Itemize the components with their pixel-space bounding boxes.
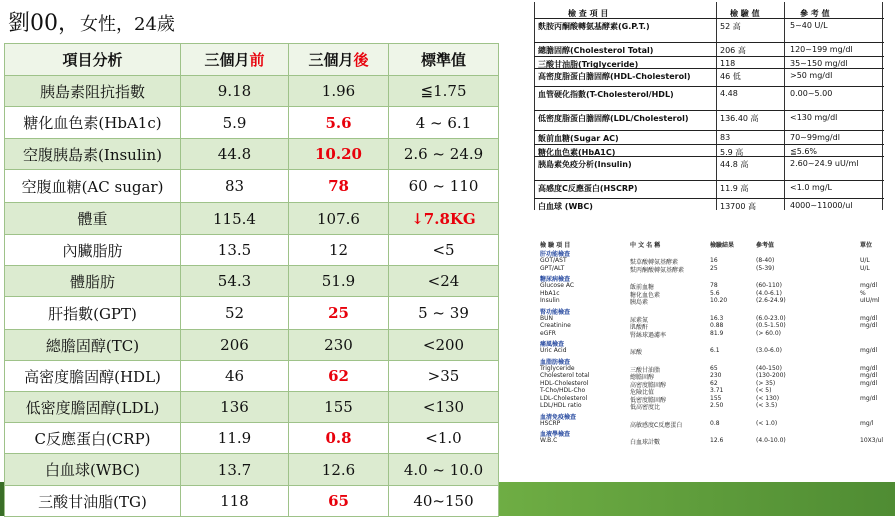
report1-ref: ≦5.6% <box>790 147 818 156</box>
header-before: 三個月前 <box>181 44 289 76</box>
report1-ref: 70~99mg/dl <box>790 133 840 142</box>
row-standard: <130 <box>389 392 499 423</box>
report2-cell: 3.71 <box>710 387 724 394</box>
report1-item: 飯前血糖(Sugar AC) <box>538 134 619 143</box>
report1-ref: 35~150 mg/dl <box>790 59 848 68</box>
report1-item: 麩胺丙酮酸轉氨基酵素(G.P.T.) <box>538 22 650 31</box>
report2-cell: mg/dl <box>860 347 878 354</box>
report2-cell: U/L <box>860 264 870 272</box>
row-standard: 4 ~ 6.1 <box>389 107 499 139</box>
report2-section-title: 血清免疫檢查 <box>540 413 577 421</box>
report2-cell: (< 5) <box>756 387 772 394</box>
report2-cell: 25 <box>710 264 718 272</box>
report1-divider <box>882 2 883 210</box>
row-after: 51.9 <box>289 266 389 297</box>
report2-cell: 6.1 <box>710 347 720 354</box>
report1-value: 206 高 <box>720 46 746 55</box>
report1-row-line <box>534 180 884 181</box>
report2-cell: 低密度膽固醇 <box>630 396 667 404</box>
report2-cell: 飯前血糖 <box>630 284 655 291</box>
report2-cell: (< 3.5) <box>756 402 778 409</box>
row-after: 1.96 <box>289 76 389 107</box>
report1-value: 46 低 <box>720 72 741 81</box>
report2-cell: (4.0-10.0) <box>756 437 786 444</box>
report2-cell: 尿酸 <box>630 349 643 356</box>
row-item: 空腹胰島素(Insulin) <box>5 139 181 170</box>
report2-cell: mg/dl <box>860 314 878 322</box>
report2-cell: 2.50 <box>710 402 724 409</box>
report2-cell: 麩草酸轉氨基酵素 <box>630 259 679 266</box>
row-item: 體重 <box>5 203 181 235</box>
table-row <box>5 139 499 170</box>
row-item: 胰島素阻抗指數 <box>5 76 181 107</box>
patient-header <box>8 6 175 37</box>
row-standard: >35 <box>389 361 499 392</box>
report2-cell: mg/dl <box>860 372 878 379</box>
report2-cell: 10X3/ul <box>860 437 884 444</box>
report2-section-title: 血液學檢查 <box>540 431 571 438</box>
report2-cell: (5-39) <box>756 264 775 272</box>
table-row <box>5 266 499 297</box>
report2-cell: mg/dl <box>860 322 878 329</box>
row-after: 10.20 <box>289 139 389 170</box>
lab-report-after <box>510 236 892 480</box>
report2-cell: 62 <box>710 379 718 387</box>
row-standard: <5 <box>389 235 499 266</box>
report2-cell: 胰島素 <box>630 299 649 306</box>
report2-cell: HbA1c <box>540 289 560 297</box>
report2-section-title: 肝功能檢查 <box>540 251 571 258</box>
patient-gender: 女性 <box>80 14 117 35</box>
report1-ref: 2.60~24.9 uU/ml <box>790 159 859 168</box>
report2-cell: 78 <box>710 282 718 289</box>
report1-item: 糖化血色素(HbA1C) <box>538 148 616 157</box>
report1-item: 三酸甘油脂(Triglyceride) <box>538 60 639 69</box>
report2-cell: 白血球計數 <box>630 439 661 446</box>
report1-ref: 5~40 U/L <box>790 21 828 30</box>
header-after: 三個月後 <box>289 44 389 76</box>
row-before: 13.7 <box>181 454 289 486</box>
row-before: 118 <box>181 486 289 517</box>
row-item: 低密度膽固醇(LDL) <box>5 392 181 423</box>
comparison-table <box>4 43 499 517</box>
report1-row-line <box>534 110 884 111</box>
lab-report-before <box>508 2 890 210</box>
report2-cell: (< 130) <box>756 394 780 402</box>
row-before: 9.18 <box>181 76 289 107</box>
row-standard: ≦1.75 <box>389 76 499 107</box>
row-standard: 4.0 ~ 10.0 <box>389 454 499 486</box>
report1-item: 低密度脂蛋白膽固醇(LDL/Cholesterol) <box>538 114 689 123</box>
report1-ref: 120~199 mg/dl <box>790 45 853 54</box>
report1-value: 13700 高 <box>720 202 756 211</box>
row-after: 12.6 <box>289 454 389 486</box>
row-before: 83 <box>181 170 289 203</box>
row-before: 46 <box>181 361 289 392</box>
report2-cell: 肌酸酐 <box>630 324 649 331</box>
report2-header-cell: 單位 <box>860 242 873 249</box>
report1-item: 總膽固醇(Cholesterol Total) <box>538 46 654 55</box>
report2-cell: Triglyceride <box>540 364 575 372</box>
report2-cell: BUN <box>540 314 553 322</box>
report2-cell: (40-150) <box>756 364 782 372</box>
row-after: 155 <box>289 392 389 423</box>
header-item: 項目分析 <box>5 44 181 76</box>
report1-item: 高感度C反應蛋白(HSCRP) <box>538 184 638 193</box>
patient-sep: ， <box>58 11 81 36</box>
row-item: 三酸甘油脂(TG) <box>5 486 181 517</box>
report1-value: 5.9 高 <box>720 148 744 157</box>
report2-cell: eGFR <box>540 329 556 337</box>
report1-item: 血管硬化指數(T-Cholesterol/HDL) <box>538 90 674 99</box>
report2-cell: 10.20 <box>710 297 728 304</box>
report2-cell: 12.6 <box>710 437 724 444</box>
report1-divider <box>716 2 717 210</box>
table-row <box>5 392 499 423</box>
report2-header-cell: 檢 驗 項 目 <box>540 242 571 249</box>
report1-value: 52 高 <box>720 22 741 31</box>
row-after: 25 <box>289 297 389 330</box>
report1-ref: <1.0 mg/L <box>790 183 832 192</box>
report2-header-cell: 參考值 <box>756 242 775 249</box>
report2-section-title: 痛風檢查 <box>540 341 565 348</box>
row-item: 總膽固醇(TC) <box>5 330 181 361</box>
report2-cell: (3.0-6.0) <box>756 347 782 354</box>
row-item: 白血球(WBC) <box>5 454 181 486</box>
report2-section-title: 血脂肪檢查 <box>540 358 571 366</box>
table-row <box>5 107 499 139</box>
report2-cell: mg/dl <box>860 379 878 387</box>
patient-age: 24歲 <box>134 14 175 35</box>
report2-cell: Cholesterol total <box>540 372 590 379</box>
report2-cell: HSCRP <box>540 419 561 427</box>
report1-header-cell: 檢 驗 值 <box>730 9 760 18</box>
table-body <box>5 76 499 517</box>
report2-cell: 0.8 <box>710 419 720 427</box>
row-after: 65 <box>289 486 389 517</box>
report2-cell: LDL-Cholesterol <box>540 394 588 402</box>
report1-ref: 0.00~5.00 <box>790 89 833 98</box>
report1-value: 4.48 <box>720 89 738 98</box>
report1-ref: 4000~11000/ul <box>790 201 853 210</box>
report2-cell: GOT/AST <box>540 257 567 264</box>
table-row <box>5 423 499 454</box>
row-before: 11.9 <box>181 423 289 454</box>
report1-row-line <box>534 156 884 157</box>
report2-cell: (2.6-24.9) <box>756 297 786 304</box>
table-row <box>5 486 499 517</box>
report2-cell: 麩丙酮酸轉氨基酵素 <box>630 266 685 274</box>
report2-cell: (8-40) <box>756 257 775 264</box>
report2-cell: 65 <box>710 364 718 372</box>
report2-cell: Creatinine <box>540 322 571 329</box>
report1-header-cell: 參 考 值 <box>800 9 830 18</box>
row-standard: 2.6 ~ 24.9 <box>389 139 499 170</box>
report2-cell: (> 60.0) <box>756 329 781 337</box>
row-after: 0.8 <box>289 423 389 454</box>
row-before: 115.4 <box>181 203 289 235</box>
report2-cell: (60-110) <box>756 282 782 289</box>
row-standard: <200 <box>389 330 499 361</box>
report1-value: 11.9 高 <box>720 184 749 193</box>
row-standard: 5 ~ 39 <box>389 297 499 330</box>
report2-cell: Uric Acid <box>540 347 567 354</box>
report2-cell: 低高密度比 <box>630 404 661 411</box>
report1-value: 83 <box>720 133 731 142</box>
report2-cell: 三酸甘油脂 <box>630 366 661 374</box>
report2-cell: 16.3 <box>710 314 724 322</box>
report2-cell: (130-200) <box>756 372 786 379</box>
row-item: 內臟脂肪 <box>5 235 181 266</box>
report1-value: 44.8 高 <box>720 160 749 169</box>
row-after: 230 <box>289 330 389 361</box>
report2-cell: 155 <box>710 394 722 402</box>
row-after: 107.6 <box>289 203 389 235</box>
report2-cell: % <box>860 289 866 297</box>
report2-cell: 81.9 <box>710 329 724 337</box>
report2-cell: (4.0-6.1) <box>756 289 782 297</box>
report2-header-cell: 檢驗結果 <box>710 242 735 249</box>
report1-row-line <box>534 56 884 57</box>
report2-cell: (0.5-1.50) <box>756 322 786 329</box>
row-after: 78 <box>289 170 389 203</box>
report2-cell: 230 <box>710 372 722 379</box>
report2-cell: mg/dl <box>860 394 878 402</box>
report1-header-cell: 檢 查 項 目 <box>568 9 609 18</box>
table-row <box>5 235 499 266</box>
report1-ref: <130 mg/dl <box>790 113 838 122</box>
report1-row-line <box>534 68 884 69</box>
report2-cell: 0.88 <box>710 322 724 329</box>
table-row <box>5 170 499 203</box>
report1-ref: >50 mg/dl <box>790 71 833 80</box>
row-standard: <24 <box>389 266 499 297</box>
report1-item: 白血球 (WBC) <box>538 202 593 211</box>
row-before: 136 <box>181 392 289 423</box>
report2-cell: Glucose AC <box>540 282 575 289</box>
report2-cell: mg/dl <box>860 364 878 372</box>
table-row <box>5 203 499 235</box>
table-row <box>5 454 499 486</box>
report2-cell: uIU/ml <box>860 297 880 304</box>
report2-cell: 糖化血色素 <box>630 291 661 299</box>
report2-header-cell: 中 文 名 稱 <box>630 242 661 249</box>
report2-cell: (6.0-23.0) <box>756 314 786 322</box>
report2-cell: 高密度膽固醇 <box>630 381 667 389</box>
report2-cell: HDL-Cholesterol <box>540 379 589 387</box>
report1-row-line <box>534 18 884 19</box>
report2-cell: Insulin <box>540 297 560 304</box>
report2-cell: U/L <box>860 257 870 264</box>
report1-divider <box>534 2 535 210</box>
report2-section-title: 腎功能檢查 <box>540 308 571 316</box>
row-item: 高密度膽固醇(HDL) <box>5 361 181 392</box>
report2-cell: 總膽固醇 <box>630 374 655 381</box>
header-standard: 標準值 <box>389 44 499 76</box>
row-before: 13.5 <box>181 235 289 266</box>
report2-section-title: 糖尿病檢查 <box>540 276 571 283</box>
row-item: 糖化血色素(HbA1c) <box>5 107 181 139</box>
row-item: C反應蛋白(CRP) <box>5 423 181 454</box>
row-item: 肝指數(GPT) <box>5 297 181 330</box>
patient-sep-2: ， <box>116 14 135 35</box>
report2-cell: 16 <box>710 257 718 264</box>
report2-cell: 高敏感度C反應蛋白 <box>630 421 683 429</box>
report2-cell: mg/dl <box>860 282 878 289</box>
row-standard: ↓7.8KG <box>389 203 499 235</box>
row-before: 54.3 <box>181 266 289 297</box>
table-row <box>5 76 499 107</box>
report2-cell: 5.6 <box>710 289 720 297</box>
report1-row-line <box>534 42 884 43</box>
row-after: 5.6 <box>289 107 389 139</box>
report1-value: 136.40 高 <box>720 114 759 123</box>
table-header-row <box>5 44 499 76</box>
row-before: 44.8 <box>181 139 289 170</box>
row-standard: <1.0 <box>389 423 499 454</box>
row-before: 5.9 <box>181 107 289 139</box>
table-row <box>5 330 499 361</box>
report2-cell: GPT/ALT <box>540 264 565 272</box>
table-row <box>5 361 499 392</box>
report1-row-line <box>534 144 884 145</box>
row-after: 62 <box>289 361 389 392</box>
row-item: 體脂肪 <box>5 266 181 297</box>
report2-cell: 尿素氮 <box>630 316 649 324</box>
report1-value: 118 <box>720 59 736 68</box>
row-before: 206 <box>181 330 289 361</box>
row-item: 空腹血糖(AC sugar) <box>5 170 181 203</box>
report2-cell: T-Cho/HDL-Cho <box>540 387 586 394</box>
report1-divider <box>784 2 785 210</box>
report1-row-line <box>534 130 884 131</box>
report2-cell: (> 35) <box>756 379 776 387</box>
report1-row-line <box>534 198 884 199</box>
row-before: 52 <box>181 297 289 330</box>
report1-item: 高密度脂蛋白膽固醇(HDL-Cholesterol) <box>538 72 691 81</box>
report1-row-line <box>534 86 884 87</box>
report2-cell: (< 1.0) <box>756 419 778 427</box>
report2-cell: 腎絲球過濾率 <box>630 331 667 339</box>
report2-cell: W.B.C <box>540 437 558 444</box>
report2-cell: mg/l <box>860 419 874 427</box>
report1-item: 胰島素免疫分析(Insulin) <box>538 160 632 169</box>
row-standard: 40~150 <box>389 486 499 517</box>
row-after: 12 <box>289 235 389 266</box>
table-row <box>5 297 499 330</box>
report2-cell: LDL/HDL ratio <box>540 402 582 409</box>
patient-name: 劉00 <box>8 11 58 36</box>
report2-cell: 危險比值 <box>630 389 655 396</box>
row-standard: 60 ~ 110 <box>389 170 499 203</box>
